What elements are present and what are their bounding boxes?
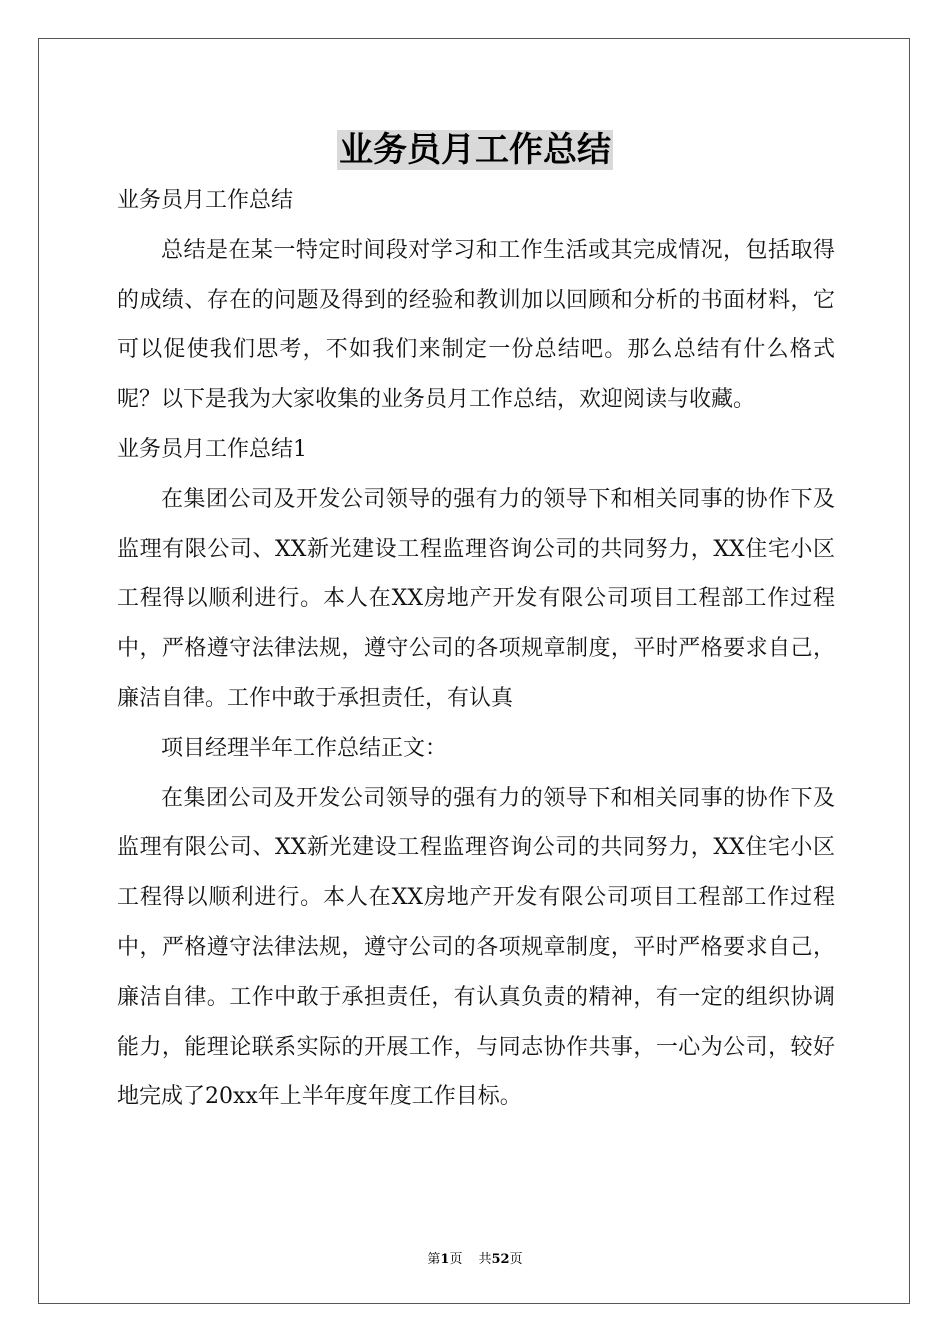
total-prefix: 共 (478, 1252, 492, 1267)
document-body (117, 176, 835, 1122)
document-subtitle: 业务员月工作总结 (117, 188, 294, 213)
page-prefix: 第 (427, 1252, 441, 1267)
page-footer (0, 1248, 950, 1267)
page-total: 52 (491, 1252, 510, 1267)
intro-paragraph: 总结是在某一特定时间段对学习和工作生活或其完成情况，包括取得的成绩、存在的问题及得到的经验和教训加以回顾和分析的书面材料，它可以促使我们思考，不如我们来制定一份总结吧。那么总结有什么格式呢？以下是我为大家收集的业务员月工作总结，欢迎阅读与收藏。 (117, 237, 835, 413)
section-subheading: 项目经理半年工作总结正文： (161, 735, 448, 761)
body-paragraph-2: 在集团公司及开发公司领导的强有力的领导下和相关同事的协作下及监理有限公司、XX新光建设工程监理咨询公司的共同努力，XX住宅小区工程得以顺利进行。本人在XX房地产开发有限公司项目工程部工作过程中，严格遵守法律法规，遵守公司的各项规章制度，平时严格要求自己，廉洁自律。工作中敢于承担责任，有认真负责的精神，有一定的组织协调能力，能理论联系实际的开展工作，与同志协作共事，一心为公司，较好地完成了20xx年上半年度年度工作目标。 (117, 785, 835, 1110)
page-suffix: 页 (449, 1252, 463, 1267)
total-suffix: 页 (509, 1252, 523, 1267)
page-current: 1 (440, 1252, 450, 1267)
document-title-text: 业务员月工作总结 (339, 130, 611, 170)
body-paragraph: 在集团公司及开发公司领导的强有力的领导下和相关同事的协作下及监理有限公司、XX新光建设工程监理咨询公司的共同努力，XX住宅小区工程得以顺利进行。本人在XX房地产开发有限公司项目工程部工作过程中，严格遵守法律法规，遵守公司的各项规章制度，平时严格要求自己，廉洁自律。工作中敢于承担责任，有认真 (117, 486, 835, 711)
section-heading: 业务员月工作总结1 (117, 436, 307, 462)
document-title (0, 128, 950, 172)
